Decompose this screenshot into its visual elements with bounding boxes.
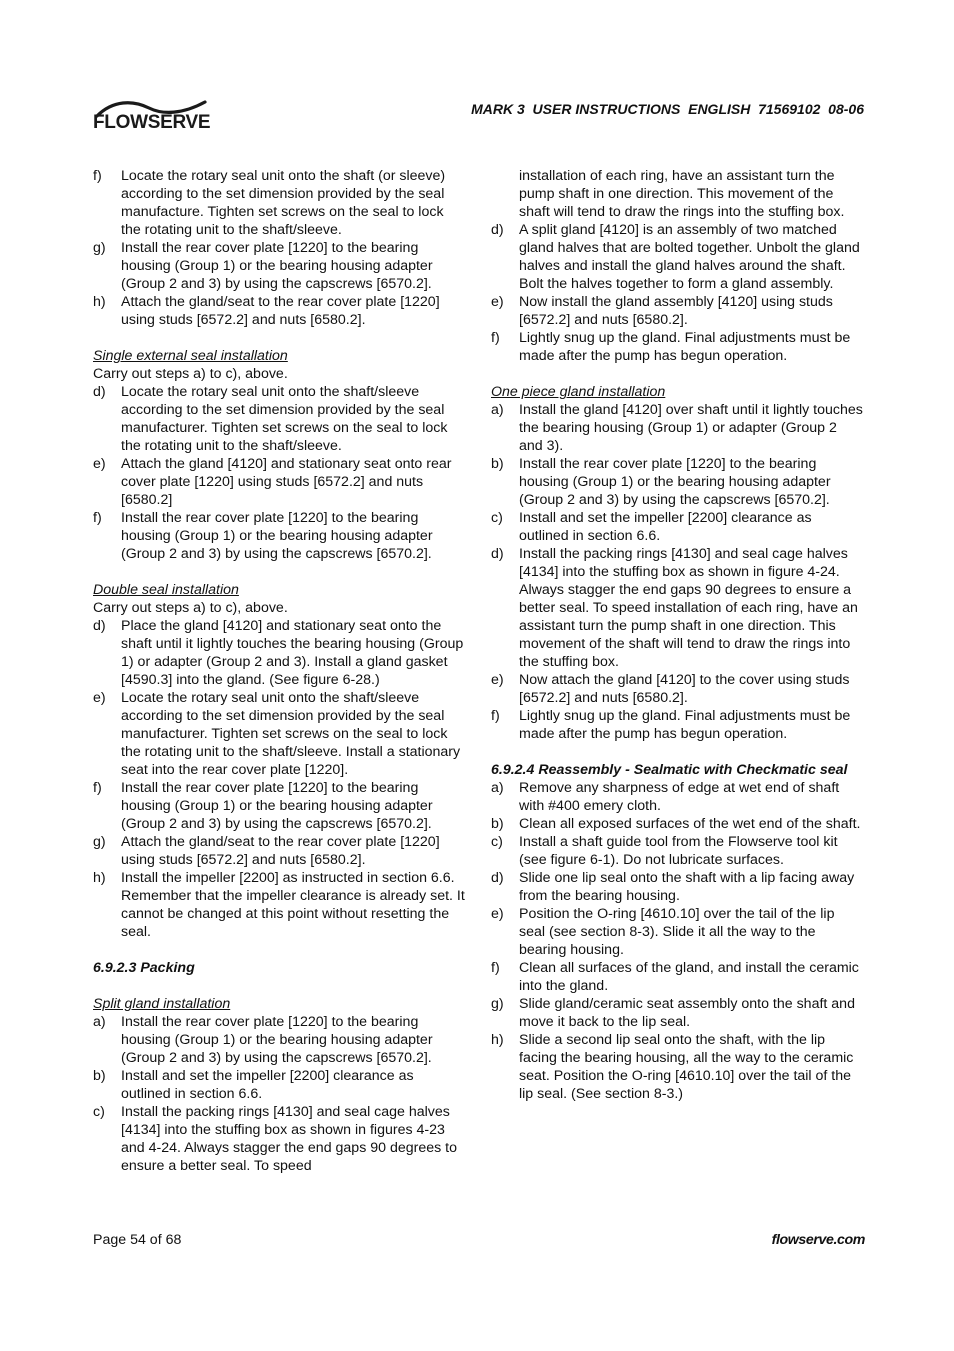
left-column	[93, 167, 465, 1175]
list-item: b) Install and set the impeller [2200] clearance as outlined in section 6.6.	[93, 1068, 414, 1102]
list-item: e) Locate the rotary seal unit onto the shaft/sleeve according to the set dimension provided by the seal manufacturer. Tighten set screws on the seal to lock the rotating unit to the shaft/sleeve. Install a stationary seat into the rear cover plate [1220].	[93, 690, 461, 778]
intro-text: Carry out steps a) to c), above.	[93, 366, 288, 382]
list-item: a) Install the gland [4120] over shaft until it lightly touches the bearing housing (Group 1) or adapter (Group 2 and 3).	[491, 402, 863, 454]
list-item: d) Slide one lip seal onto the shaft with a lip facing away from the bearing housing.	[491, 870, 855, 904]
list-item: e) Now install the gland assembly [4120] using studs [6572.2] and nuts [6580.2].	[491, 294, 833, 328]
list-item: h) Install the impeller [2200] as instructed in section 6.6. Remember that the impeller clearance is already set. It cannot be changed at this point without resetting the seal.	[93, 870, 465, 940]
section-heading: 6.9.2.3 Packing	[93, 960, 195, 976]
section-subheading: One piece gland installation	[491, 384, 666, 400]
section-subheading: Split gland installation	[93, 996, 231, 1012]
list-item: a) Remove any sharpness of edge at wet end of shaft with #400 emery cloth.	[491, 780, 840, 814]
list-item: b) Install the rear cover plate [1220] to the bearing housing (Group 1) or the bearing housing adapter (Group 2 and 3) by using the capscrews [6570.2].	[491, 456, 831, 508]
section-subheading: Double seal installation	[93, 582, 239, 598]
right-column	[491, 167, 863, 1103]
list-item: b) Clean all exposed surfaces of the wet end of the shaft.	[491, 816, 861, 832]
list-item: e) Position the O-ring [4610.10] over the tail of the lip seal (see section 8-3). Slide it all the way to the bearing housing.	[491, 906, 835, 958]
list-item: h) Slide a second lip seal onto the shaft, with the lip facing the bearing housing, all the way to the ceramic seat. Position the O-ring [4610.10] over the tail of the lip seal. (See section 8-3.)	[491, 1032, 854, 1102]
list-item: c) Install the packing rings [4130] and seal cage halves [4134] into the stuffing box as shown in figures 4-23 and 4-24. Always stagger the end gaps 90 degrees to ensure a better seal. To speed	[93, 1104, 458, 1174]
flowserve-logo	[93, 98, 211, 140]
list-item: d) Place the gland [4120] and stationary seat onto the shaft until it lightly touches the bearing housing (Group 1) or adapter (Group 2 and 3). Install a gland gasket [4590.3] into the gland. (See figure 6-28.)	[93, 618, 464, 688]
list-item: g) Slide gland/ceramic seat assembly onto the shaft and move it back to the lip seal.	[491, 996, 855, 1030]
list-item: d) A split gland [4120] is an assembly of two matched gland halves that are bolted together. Unbolt the gland halves and install the gland halves around the shaft. Bolt the halves together to form a gland assembly.	[491, 222, 860, 292]
page-number: Page 54 of 68	[93, 1232, 182, 1248]
list-item: h) Attach the gland/seat to the rear cover plate [1220] using studs [6572.2] and nuts [6580.2].	[93, 294, 440, 328]
list-item: f) Lightly snug up the gland. Final adjustments must be made after the pump has begun operation.	[491, 708, 851, 742]
list-item: e) Now attach the gland [4120] to the cover using studs [6572.2] and nuts [6580.2].	[491, 672, 850, 706]
list-item: c) Install a shaft guide tool from the Flowserve tool kit (see figure 6-1). Do not lubricate surfaces.	[491, 834, 838, 868]
list-item: c) Install and set the impeller [2200] clearance as outlined in section 6.6.	[491, 510, 812, 544]
document-header-title: MARK 3 USER INSTRUCTIONS ENGLISH 71569102 08-06	[471, 101, 864, 117]
list-item: f) Locate the rotary seal unit onto the shaft (or sleeve) according to the set dimension provided by the seal manufacture. Tighten set screws on the seal to lock the rotating unit to the shaft/sleeve.	[93, 168, 446, 238]
list-item: f) Lightly snug up the gland. Final adjustments must be made after the pump has begun operation.	[491, 330, 851, 364]
list-item: a) Install the rear cover plate [1220] to the bearing housing (Group 1) or the bearing housing adapter (Group 2 and 3) by using the capscrews [6570.2].	[93, 1014, 433, 1066]
footer-website: flowserve.com	[771, 1232, 865, 1248]
list-item: d) Install the packing rings [4130] and seal cage halves [4134] into the stuffing box as shown in figure 4-24. Always stagger the end gaps 90 degrees to ensure a better seal. To speed installation of each ring, have an assistant turn the pump shaft in one direction. This movement of the shaft will tend to draw the rings into the stuffing box.	[491, 546, 858, 670]
list-item: d) Locate the rotary seal unit onto the shaft/sleeve according to the set dimension provided by the seal manufacturer. Tighten set screws on the seal to lock the rotating unit to the shaft/sleeve.	[93, 384, 448, 454]
section-heading: 6.9.2.4 Reassembly - Sealmatic with Checkmatic seal	[491, 762, 848, 778]
list-item: f) Clean all surfaces of the gland, and install the ceramic into the gland.	[491, 960, 859, 994]
list-item: g) Install the rear cover plate [1220] to the bearing housing (Group 1) or the bearing housing adapter (Group 2 and 3) by using the capscrews [6570.2].	[93, 240, 433, 292]
list-item: f) Install the rear cover plate [1220] to the bearing housing (Group 1) or the bearing housing adapter (Group 2 and 3) by using the capscrews [6570.2].	[93, 510, 433, 562]
intro-text: Carry out steps a) to c), above.	[93, 600, 288, 616]
logo-wordmark: FLOWSERVE	[93, 112, 211, 133]
section-subheading: Single external seal installation	[93, 348, 288, 364]
continued-text: installation of each ring, have an assistant turn the pump shaft in one direction. This movement of the shaft will tend to draw the rings into the stuffing box.	[519, 168, 845, 220]
list-item: g) Attach the gland/seat to the rear cover plate [1220] using studs [6572.2] and nuts [6580.2].	[93, 834, 440, 868]
list-item: e) Attach the gland [4120] and stationary seat onto rear cover plate [1220] using studs [6572.2] and nuts [6580.2]	[93, 456, 452, 508]
list-item: f) Install the rear cover plate [1220] to the bearing housing (Group 1) or the bearing housing adapter (Group 2 and 3) by using the capscrews [6570.2].	[93, 780, 433, 832]
